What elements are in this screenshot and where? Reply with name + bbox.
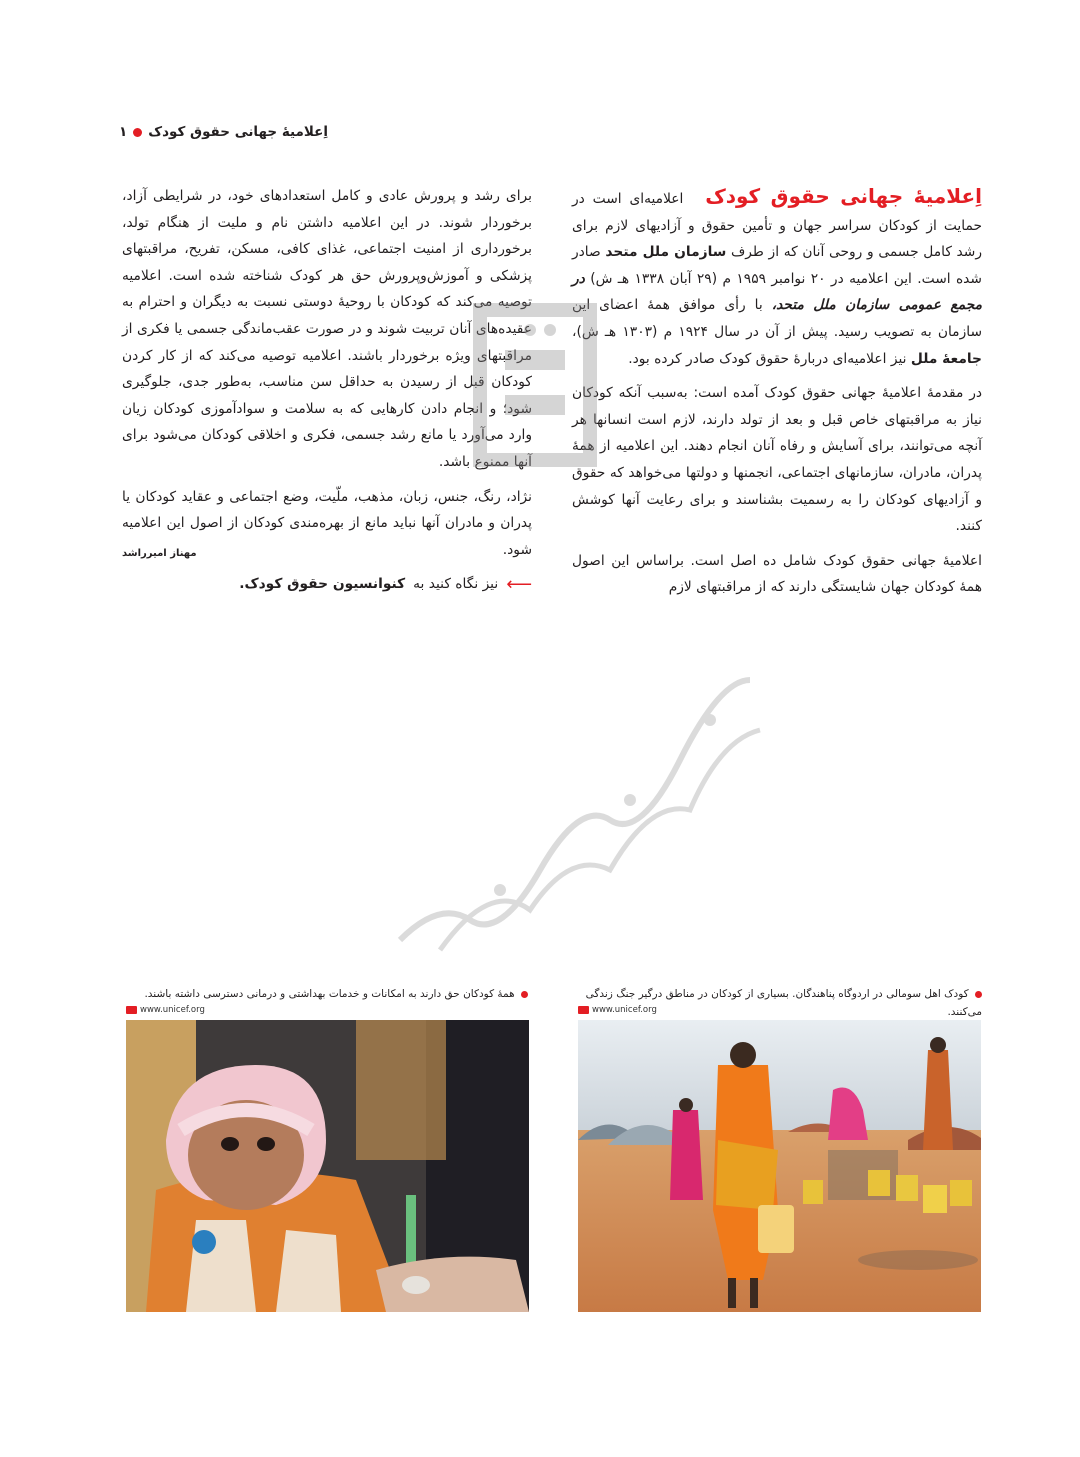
running-header bbox=[98, 124, 328, 140]
caption-text: همهٔ کودکان حق دارند به امکانات و خدمات بهداشتی و درمانی دسترسی داشته باشند. bbox=[144, 988, 515, 1000]
text-span: با رأی موافق همهٔ اعضای این سازمان به تصویب رسید. پیش از آن در سال ۱۹۲۴ م (۱۳۰۳ هـ ش)، bbox=[572, 297, 982, 340]
running-header-title: اِعلامیهٔ جهانی حقوق کودک bbox=[148, 124, 328, 140]
text-span: نژاد، رنگ، جنس، زبان، مذهب، ملّیت، وضع اجتماعی و عقاید کودکان یا پدران و مادران آنها نباید مانع از بهره‌مندی کودکان از اصول این اعلامیه شود. bbox=[122, 488, 532, 558]
caption-bullet-icon bbox=[975, 991, 982, 998]
author-name: مهناز امیرراشد bbox=[122, 547, 197, 559]
figure-caption-right bbox=[579, 985, 982, 1021]
credit-text: www.unicef.org bbox=[592, 1005, 657, 1015]
see-also-prefix: نیز نگاه کنید به bbox=[413, 576, 499, 593]
caption-bullet-icon bbox=[521, 991, 528, 998]
caption-text: کودک اهل سومالی در اردوگاه پناهندگان. بسیاری از کودکان در مناطق درگیر جنگ زندگی می‌کنند. bbox=[585, 988, 982, 1018]
arrow-left-icon: ⟵ bbox=[506, 573, 532, 595]
photo-credit-right bbox=[578, 1005, 657, 1015]
header-bullet-icon bbox=[133, 128, 142, 137]
text-span: صادر شده است. این اعلامیه در ۲۰ نوامبر ۱۹۵۹ م (۲۹ آبان ۱۳۳۸ هـ ش) bbox=[572, 244, 982, 287]
article-title: اِعلامیهٔ جهانی حقوق کودک bbox=[705, 184, 982, 208]
see-also bbox=[122, 571, 532, 598]
paragraph-preamble: در مقدمهٔ اعلامیهٔ جهانی حقوق کودک آمده است: به‌سبب آنکه کودکان نیاز به مراقبتهای خاص قبل و بعد از تولد دارند، لازم است انسانها هر آنچه می‌توانند، برای آسایش و رفاه آنان انجام دهند. این اعلامیه از همهٔ پدران، مادران، سازمانهای اجتماعی، انجمنها و دولتها می‌خواهد که حقوق و آزادیهای کودکان را به رسمیت بشناسند و برای رعایت آنها کوشش کنند. bbox=[572, 385, 982, 535]
photo-somali-child-illustration bbox=[578, 1020, 981, 1312]
paragraph-rights: برای رشد و پرورش عادی و کامل استعدادهای خود، در شرایطی آزاد، برخوردار شوند. در این اعلامیه داشتن نام و ملیت از هنگام تولد، برخورداری از امنیت اجتماعی، غذای کافی، مسکن، تفریح، مراقبتهای پزشکی و آموزش‌وپرورش حق هر کودک شناخته شده است. اعلامیه توصیه می‌کند که کودکان با روحیهٔ دوستی نسبت به دیگران و احترام به عقیده‌های آنان تربیت شوند و در صورت عقب‌ماندگی جسمی یا فکری از مراقبتهای ویژه برخوردار باشند. اعلامیه توصیه می‌کند که از کار کردن کودکان قبل از رسیدن به حداقل سن مناسب، به‌طور جدی، جلوگیری شود؛ و انجام دادن کارهایی که به سلامت و سوادآموزی کودکان زیان وارد می‌آورد یا مانع رشد جسمی، فکری و اخلاقی کودکان می‌شود برای آنها ممنوع باشد. bbox=[122, 188, 532, 470]
camera-icon bbox=[578, 1006, 589, 1014]
paragraph-intro bbox=[572, 183, 982, 372]
link-un-general-assembly[interactable]: در مجمع عمومی سازمان ملل متحد، bbox=[572, 270, 982, 314]
text-span: نیز اعلامیه‌ای دربارهٔ حقوق کودک صادر کرده بود. bbox=[628, 350, 907, 367]
paragraph-principles: اعلامیهٔ جهانی حقوق کودک شامل ده اصل است. براساس این اصول همهٔ کودکان جهان شایستگی دارند که از مراقبتهای لازم bbox=[572, 552, 982, 596]
handwritten-signature-watermark bbox=[380, 640, 780, 970]
credit-text: www.unicef.org bbox=[140, 1005, 205, 1015]
paragraph-nondiscrimination bbox=[122, 484, 532, 564]
page-number: ۱ bbox=[119, 124, 128, 140]
link-league-of-nations[interactable]: جامعهٔ ملل bbox=[910, 350, 982, 367]
photo-credit-left bbox=[126, 1005, 205, 1015]
camera-icon bbox=[126, 1006, 137, 1014]
text-span: اعلامیه‌ای است در حمایت از کودکان سراسر جهان و تأمین حقوق و آزادیهای لازم برای رشد کامل جسمی و روحی آنان که از طرف bbox=[572, 191, 983, 261]
photo-infant-health-illustration bbox=[126, 1020, 529, 1312]
photo-infant-health bbox=[126, 1020, 529, 1312]
photo-somali-child bbox=[578, 1020, 981, 1312]
figure-caption-left bbox=[125, 985, 528, 1003]
see-also-link[interactable]: کنوانسیون حقوق کودک. bbox=[239, 576, 406, 593]
link-un[interactable]: سازمان ملل متحد bbox=[605, 244, 727, 261]
article-column-right bbox=[572, 183, 982, 609]
article-column-left bbox=[122, 183, 532, 598]
